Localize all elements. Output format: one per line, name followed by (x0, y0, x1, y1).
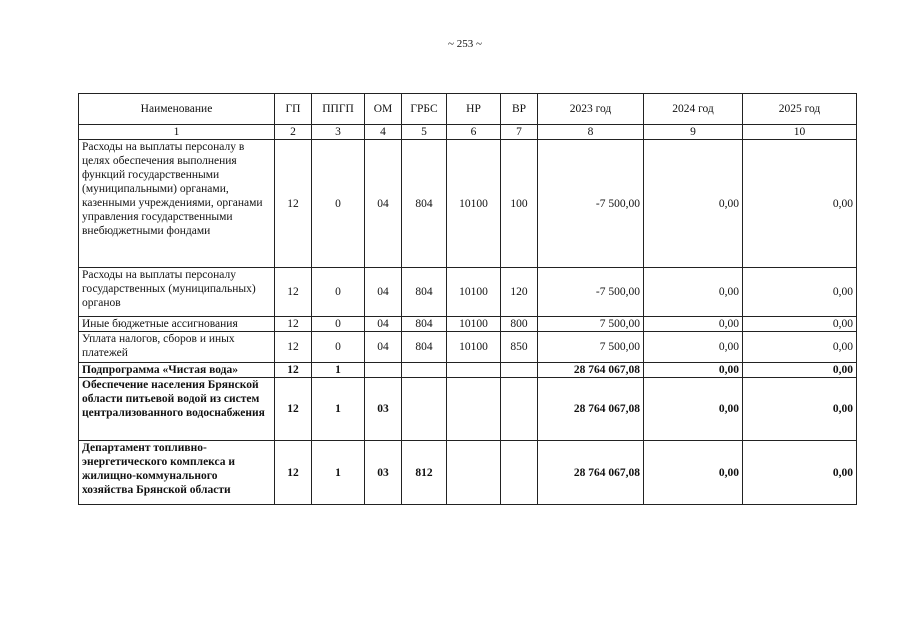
col-header-2025: 2025 год (743, 94, 857, 125)
cell-om: 04 (365, 268, 402, 317)
cell-nr: 10100 (447, 140, 501, 268)
cell-grbs (402, 363, 447, 378)
row-name: Уплата налогов, сборов и иных платежей (79, 332, 275, 363)
cell-2024: 0,00 (644, 363, 743, 378)
cell-gp: 12 (275, 332, 312, 363)
col-header-2023: 2023 год (538, 94, 644, 125)
col-header-vr: ВР (501, 94, 538, 125)
cell-om: 04 (365, 332, 402, 363)
cell-grbs: 804 (402, 317, 447, 332)
cell-ppgp: 0 (312, 317, 365, 332)
row-name: Подпрограмма «Чистая вода» (79, 363, 275, 378)
cell-grbs: 812 (402, 441, 447, 505)
cell-nr: 10100 (447, 332, 501, 363)
cell-gp: 12 (275, 441, 312, 505)
cell-vr: 120 (501, 268, 538, 317)
cell-om: 04 (365, 317, 402, 332)
col-header-name: Наименование (79, 94, 275, 125)
row-name: Расходы на выплаты персоналу в целях обеспечения выполнения функций государственными (муниципальными) органами, казенными учреждениями, органами управления государственными внебюджетными фондами (79, 140, 275, 268)
col-header-om: ОМ (365, 94, 402, 125)
cell-2025: 0,00 (743, 441, 857, 505)
row-name: Департамент топливно-энергетического комплекса и жилищно-коммунального хозяйства Брянской области (79, 441, 275, 505)
cell-grbs: 804 (402, 268, 447, 317)
cell-2025: 0,00 (743, 363, 857, 378)
cell-2023: -7 500,00 (538, 140, 644, 268)
col-number: 5 (402, 125, 447, 140)
budget-table (78, 93, 857, 505)
cell-grbs: 804 (402, 332, 447, 363)
table-row (79, 140, 857, 268)
cell-2025: 0,00 (743, 378, 857, 441)
table-row (79, 332, 857, 363)
cell-om (365, 363, 402, 378)
cell-ppgp: 0 (312, 332, 365, 363)
col-number: 3 (312, 125, 365, 140)
table-row (79, 317, 857, 332)
cell-ppgp: 0 (312, 140, 365, 268)
cell-grbs (402, 378, 447, 441)
page-number: ~ 253 ~ (448, 38, 482, 50)
col-header-2024: 2024 год (644, 94, 743, 125)
cell-gp: 12 (275, 378, 312, 441)
table-row (79, 363, 857, 378)
table-row (79, 378, 857, 441)
row-name: Обеспечение населения Брянской области питьевой водой из систем централизованного водоснабжения (79, 378, 275, 441)
cell-2023: 28 764 067,08 (538, 378, 644, 441)
cell-nr: 10100 (447, 268, 501, 317)
col-number: 2 (275, 125, 312, 140)
cell-om: 03 (365, 378, 402, 441)
col-header-nr: НР (447, 94, 501, 125)
column-number-row (79, 125, 857, 140)
col-number: 9 (644, 125, 743, 140)
header-row (79, 94, 857, 125)
table-row (79, 441, 857, 505)
cell-2023: 7 500,00 (538, 332, 644, 363)
cell-ppgp: 1 (312, 441, 365, 505)
cell-nr (447, 363, 501, 378)
table-row (79, 268, 857, 317)
col-number: 8 (538, 125, 644, 140)
cell-2023: 7 500,00 (538, 317, 644, 332)
cell-2025: 0,00 (743, 268, 857, 317)
cell-vr (501, 441, 538, 505)
cell-2023: 28 764 067,08 (538, 441, 644, 505)
cell-ppgp: 1 (312, 378, 365, 441)
cell-ppgp: 0 (312, 268, 365, 317)
cell-om: 03 (365, 441, 402, 505)
cell-gp: 12 (275, 363, 312, 378)
col-header-ppgp: ППГП (312, 94, 365, 125)
col-number: 1 (79, 125, 275, 140)
col-number: 4 (365, 125, 402, 140)
cell-nr (447, 441, 501, 505)
cell-gp: 12 (275, 317, 312, 332)
cell-nr (447, 378, 501, 441)
cell-2024: 0,00 (644, 378, 743, 441)
cell-2023: -7 500,00 (538, 268, 644, 317)
cell-nr: 10100 (447, 317, 501, 332)
col-number: 7 (501, 125, 538, 140)
cell-2024: 0,00 (644, 140, 743, 268)
row-name: Расходы на выплаты персоналу государственных (муниципальных) органов (79, 268, 275, 317)
cell-gp: 12 (275, 140, 312, 268)
cell-2024: 0,00 (644, 441, 743, 505)
cell-grbs: 804 (402, 140, 447, 268)
cell-vr: 800 (501, 317, 538, 332)
col-number: 10 (743, 125, 857, 140)
cell-vr: 100 (501, 140, 538, 268)
cell-vr (501, 378, 538, 441)
cell-2024: 0,00 (644, 317, 743, 332)
cell-2024: 0,00 (644, 268, 743, 317)
cell-2025: 0,00 (743, 140, 857, 268)
col-header-gp: ГП (275, 94, 312, 125)
cell-2025: 0,00 (743, 332, 857, 363)
cell-ppgp: 1 (312, 363, 365, 378)
cell-2025: 0,00 (743, 317, 857, 332)
cell-vr: 850 (501, 332, 538, 363)
row-name: Иные бюджетные ассигнования (79, 317, 275, 332)
cell-vr (501, 363, 538, 378)
cell-gp: 12 (275, 268, 312, 317)
col-number: 6 (447, 125, 501, 140)
cell-2023: 28 764 067,08 (538, 363, 644, 378)
cell-om: 04 (365, 140, 402, 268)
col-header-grbs: ГРБС (402, 94, 447, 125)
cell-2024: 0,00 (644, 332, 743, 363)
